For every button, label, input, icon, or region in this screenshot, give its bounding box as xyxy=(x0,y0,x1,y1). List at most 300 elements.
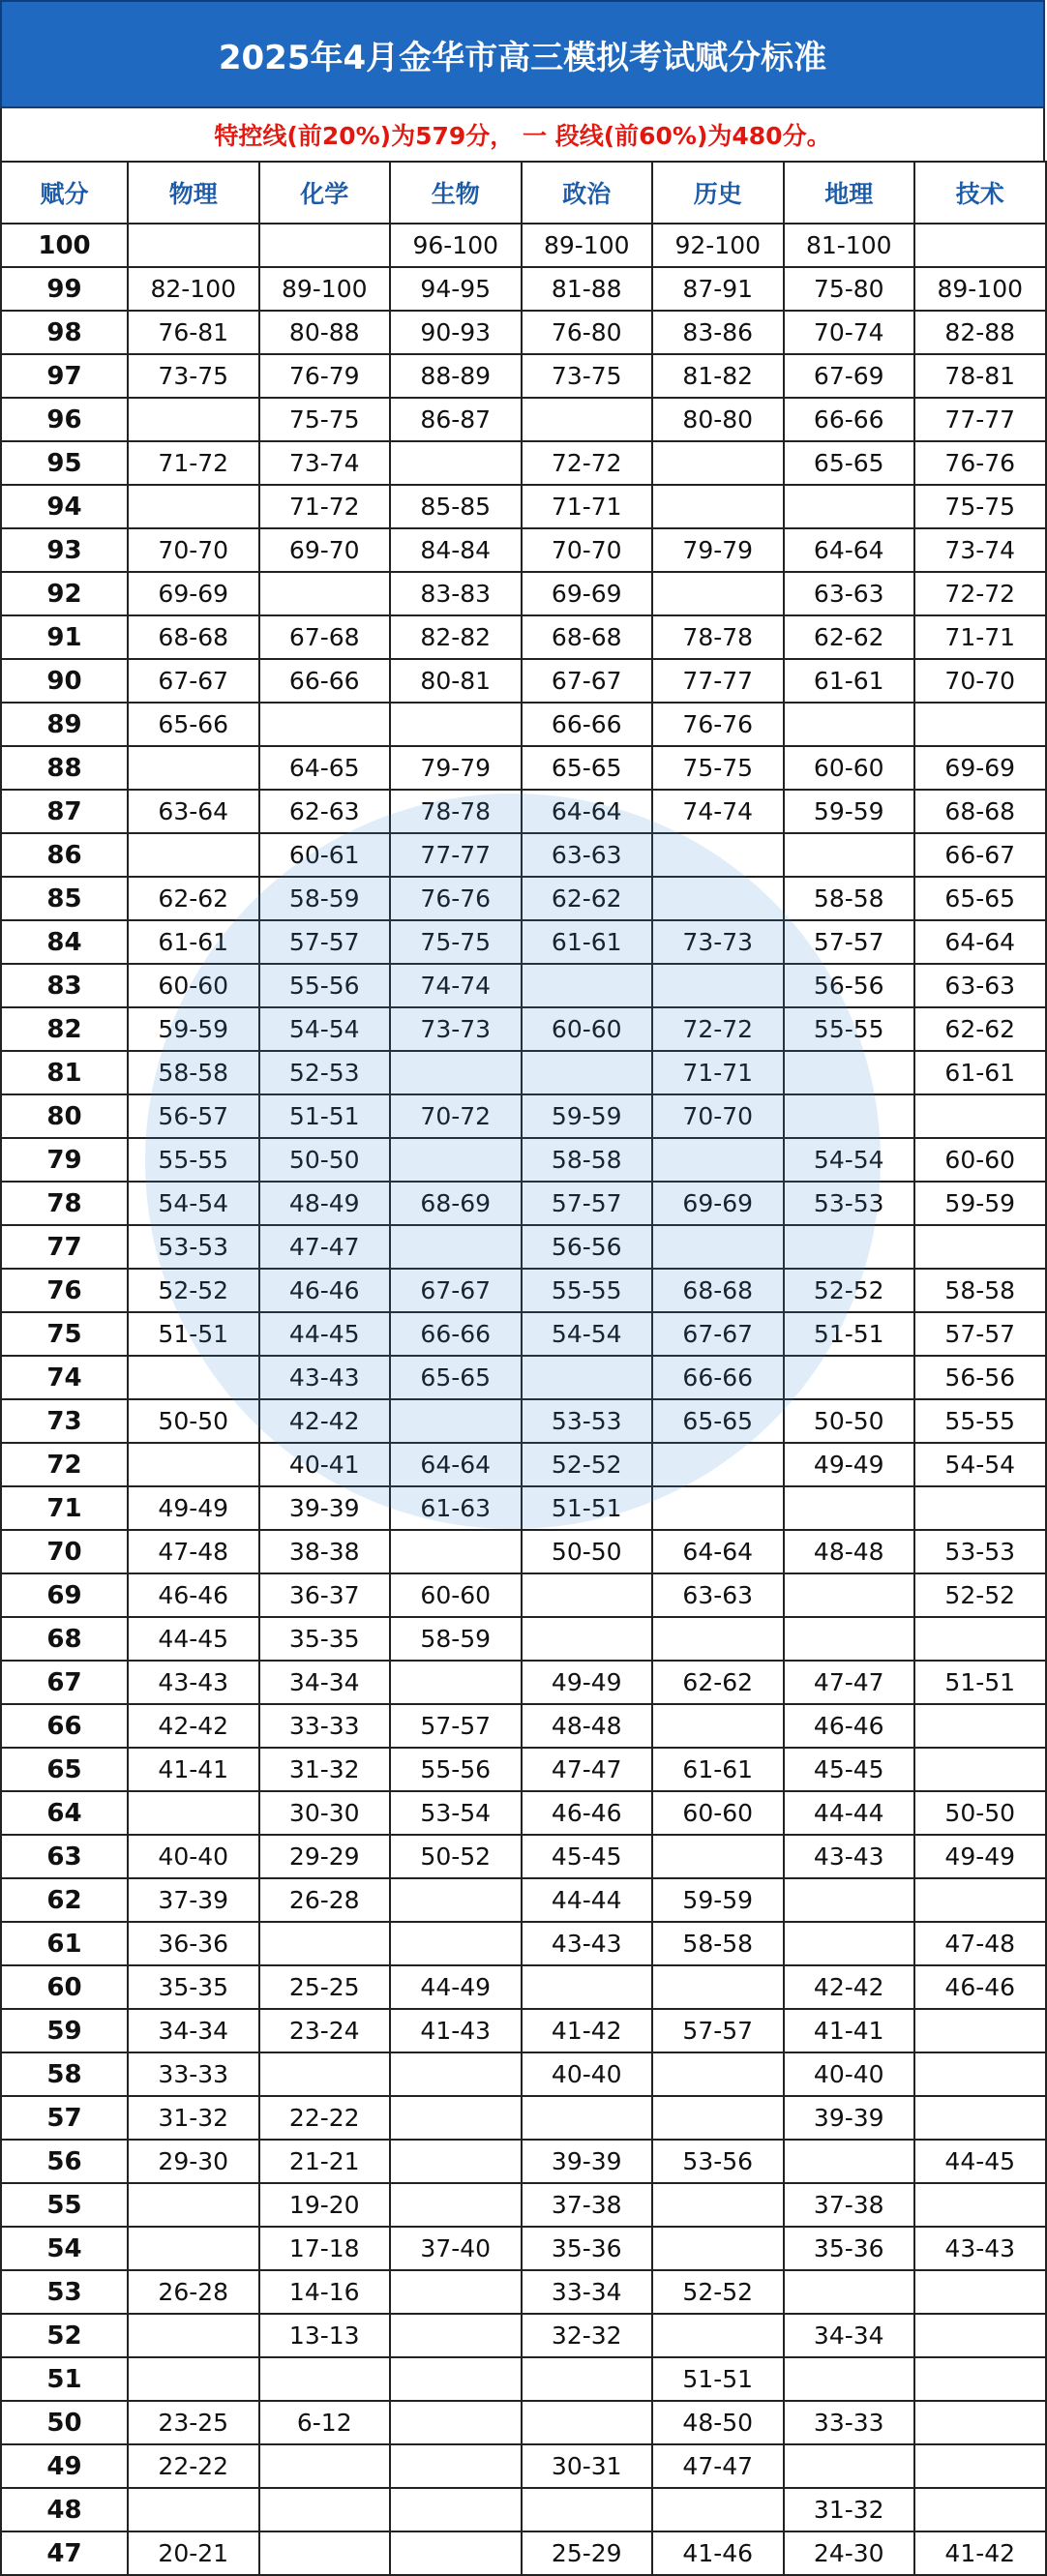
raw-score-range-cell xyxy=(652,485,784,528)
raw-score-range-cell: 57-57 xyxy=(652,2009,784,2052)
raw-score-range-cell: 54-54 xyxy=(128,1182,259,1225)
raw-score-range-cell xyxy=(259,703,391,746)
raw-score-range-cell: 78-78 xyxy=(390,790,522,833)
raw-score-range-cell xyxy=(259,224,391,267)
assigned-score-cell: 56 xyxy=(1,2140,128,2183)
assigned-score-cell: 80 xyxy=(1,1094,128,1138)
raw-score-range-cell: 63-63 xyxy=(652,1573,784,1617)
raw-score-range-cell xyxy=(784,485,915,528)
raw-score-range-cell xyxy=(390,2183,522,2227)
raw-score-range-cell: 65-66 xyxy=(128,703,259,746)
assigned-score-cell: 79 xyxy=(1,1138,128,1182)
raw-score-range-cell: 82-100 xyxy=(128,267,259,311)
raw-score-range-cell: 55-55 xyxy=(914,1399,1046,1443)
raw-score-range-cell: 41-42 xyxy=(914,2531,1046,2575)
raw-score-range-cell: 73-74 xyxy=(259,441,391,485)
assigned-score-cell: 83 xyxy=(1,964,128,1007)
raw-score-range-cell: 40-41 xyxy=(259,1443,391,1486)
raw-score-range-cell: 59-59 xyxy=(652,1878,784,1922)
raw-score-range-cell xyxy=(522,2357,653,2401)
raw-score-range-cell: 68-68 xyxy=(128,615,259,659)
table-row xyxy=(1,2444,1046,2488)
raw-score-range-cell xyxy=(522,1617,653,1661)
raw-score-range-cell xyxy=(914,2401,1046,2444)
raw-score-range-cell xyxy=(914,2488,1046,2531)
raw-score-range-cell: 87-91 xyxy=(652,267,784,311)
raw-score-range-cell: 46-46 xyxy=(259,1269,391,1312)
raw-score-range-cell: 69-69 xyxy=(128,572,259,615)
raw-score-range-cell: 60-60 xyxy=(914,1138,1046,1182)
table-row xyxy=(1,1835,1046,1878)
raw-score-range-cell: 77-77 xyxy=(652,659,784,703)
assigned-score-cell: 86 xyxy=(1,833,128,877)
raw-score-range-cell: 48-49 xyxy=(259,1182,391,1225)
raw-score-range-cell: 34-34 xyxy=(259,1661,391,1704)
raw-score-range-cell: 22-22 xyxy=(128,2444,259,2488)
raw-score-range-cell xyxy=(522,2488,653,2531)
raw-score-range-cell: 33-33 xyxy=(128,2052,259,2096)
raw-score-range-cell xyxy=(784,2444,915,2488)
raw-score-range-cell: 14-16 xyxy=(259,2270,391,2314)
raw-score-range-cell xyxy=(652,2314,784,2357)
raw-score-range-cell: 74-74 xyxy=(390,964,522,1007)
raw-score-range-cell: 71-71 xyxy=(522,485,653,528)
raw-score-range-cell xyxy=(259,2488,391,2531)
assigned-score-cell: 70 xyxy=(1,1530,128,1573)
raw-score-range-cell: 86-87 xyxy=(390,398,522,441)
raw-score-range-cell: 76-76 xyxy=(652,703,784,746)
raw-score-range-cell xyxy=(128,2183,259,2227)
raw-score-range-cell: 82-82 xyxy=(390,615,522,659)
raw-score-range-cell xyxy=(128,1356,259,1399)
raw-score-range-cell: 26-28 xyxy=(259,1878,391,1922)
raw-score-range-cell xyxy=(914,2183,1046,2227)
assigned-score-cell: 57 xyxy=(1,2096,128,2140)
raw-score-range-cell: 64-64 xyxy=(522,790,653,833)
raw-score-range-cell: 71-72 xyxy=(259,485,391,528)
table-row xyxy=(1,2140,1046,2183)
raw-score-range-cell: 62-62 xyxy=(522,877,653,920)
raw-score-range-cell xyxy=(784,1573,915,1617)
raw-score-range-cell: 65-65 xyxy=(784,441,915,485)
raw-score-range-cell: 50-50 xyxy=(784,1399,915,1443)
raw-score-range-cell: 50-50 xyxy=(128,1399,259,1443)
assigned-score-cell: 69 xyxy=(1,1573,128,1617)
raw-score-range-cell xyxy=(390,1138,522,1182)
assigned-score-cell: 96 xyxy=(1,398,128,441)
raw-score-range-cell xyxy=(390,703,522,746)
raw-score-range-cell: 84-84 xyxy=(390,528,522,572)
raw-score-range-cell: 35-35 xyxy=(128,1965,259,2009)
raw-score-range-cell: 85-85 xyxy=(390,485,522,528)
raw-score-range-cell xyxy=(652,572,784,615)
raw-score-range-cell: 57-57 xyxy=(784,920,915,964)
raw-score-range-cell xyxy=(652,877,784,920)
raw-score-range-cell: 48-48 xyxy=(784,1530,915,1573)
table-row xyxy=(1,1486,1046,1530)
table-row xyxy=(1,528,1046,572)
raw-score-range-cell: 71-71 xyxy=(652,1051,784,1094)
raw-score-range-cell: 41-42 xyxy=(522,2009,653,2052)
raw-score-range-cell xyxy=(652,2488,784,2531)
raw-score-range-cell: 52-52 xyxy=(652,2270,784,2314)
raw-score-range-cell: 71-71 xyxy=(914,615,1046,659)
table-row xyxy=(1,1269,1046,1312)
raw-score-range-cell: 54-54 xyxy=(784,1138,915,1182)
raw-score-range-cell xyxy=(128,2488,259,2531)
raw-score-range-cell: 40-40 xyxy=(128,1835,259,1878)
raw-score-range-cell xyxy=(522,1965,653,2009)
raw-score-range-cell: 55-55 xyxy=(128,1138,259,1182)
assigned-score-cell: 98 xyxy=(1,311,128,354)
assigned-score-cell: 58 xyxy=(1,2052,128,2096)
raw-score-range-cell: 55-56 xyxy=(390,1748,522,1791)
raw-score-range-cell: 77-77 xyxy=(390,833,522,877)
raw-score-range-cell: 53-53 xyxy=(784,1182,915,1225)
raw-score-range-cell xyxy=(914,2444,1046,2488)
table-row xyxy=(1,1748,1046,1791)
raw-score-range-cell: 68-68 xyxy=(522,615,653,659)
raw-score-range-cell xyxy=(652,964,784,1007)
raw-score-range-cell: 61-63 xyxy=(390,1486,522,1530)
raw-score-range-cell: 72-72 xyxy=(914,572,1046,615)
raw-score-range-cell: 67-67 xyxy=(652,1312,784,1356)
raw-score-range-cell xyxy=(784,1094,915,1138)
raw-score-range-cell: 62-62 xyxy=(128,877,259,920)
raw-score-range-cell: 75-75 xyxy=(652,746,784,790)
raw-score-range-cell: 33-33 xyxy=(784,2401,915,2444)
raw-score-range-cell: 90-93 xyxy=(390,311,522,354)
raw-score-range-cell xyxy=(652,2096,784,2140)
raw-score-range-cell: 66-66 xyxy=(259,659,391,703)
raw-score-range-cell: 43-43 xyxy=(522,1922,653,1965)
table-row xyxy=(1,2009,1046,2052)
raw-score-range-cell: 37-39 xyxy=(128,1878,259,1922)
raw-score-range-cell: 64-65 xyxy=(259,746,391,790)
raw-score-range-cell: 70-70 xyxy=(128,528,259,572)
raw-score-range-cell: 58-58 xyxy=(128,1051,259,1094)
raw-score-range-cell: 68-68 xyxy=(914,790,1046,833)
raw-score-range-cell: 41-41 xyxy=(784,2009,915,2052)
assigned-score-cell: 75 xyxy=(1,1312,128,1356)
assigned-score-cell: 88 xyxy=(1,746,128,790)
raw-score-range-cell: 53-53 xyxy=(522,1399,653,1443)
raw-score-range-cell: 60-61 xyxy=(259,833,391,877)
raw-score-range-cell: 37-40 xyxy=(390,2227,522,2270)
raw-score-range-cell xyxy=(259,2357,391,2401)
raw-score-range-cell xyxy=(652,2052,784,2096)
assigned-score-cell: 61 xyxy=(1,1922,128,1965)
raw-score-range-cell: 44-45 xyxy=(128,1617,259,1661)
raw-score-range-cell: 62-63 xyxy=(259,790,391,833)
raw-score-range-cell: 58-59 xyxy=(259,877,391,920)
raw-score-range-cell: 30-30 xyxy=(259,1791,391,1835)
table-row xyxy=(1,1791,1046,1835)
table-row xyxy=(1,1617,1046,1661)
raw-score-range-cell: 89-100 xyxy=(259,267,391,311)
raw-score-range-cell: 51-51 xyxy=(128,1312,259,1356)
raw-score-range-cell: 54-54 xyxy=(522,1312,653,1356)
raw-score-range-cell: 47-48 xyxy=(914,1922,1046,1965)
raw-score-range-cell: 83-83 xyxy=(390,572,522,615)
raw-score-range-cell: 73-75 xyxy=(128,354,259,398)
raw-score-range-cell: 47-47 xyxy=(652,2444,784,2488)
raw-score-range-cell xyxy=(784,1922,915,1965)
raw-score-range-cell: 33-34 xyxy=(522,2270,653,2314)
raw-score-range-cell: 75-80 xyxy=(784,267,915,311)
raw-score-range-cell: 88-89 xyxy=(390,354,522,398)
column-header: 赋分 xyxy=(1,162,128,224)
raw-score-range-cell: 67-68 xyxy=(259,615,391,659)
raw-score-range-cell xyxy=(784,1617,915,1661)
raw-score-range-cell: 39-39 xyxy=(784,2096,915,2140)
table-row xyxy=(1,703,1046,746)
raw-score-range-cell xyxy=(784,833,915,877)
raw-score-range-cell: 61-61 xyxy=(128,920,259,964)
assigned-score-cell: 76 xyxy=(1,1269,128,1312)
raw-score-range-cell: 78-81 xyxy=(914,354,1046,398)
assigned-score-cell: 48 xyxy=(1,2488,128,2531)
assigned-score-cell: 81 xyxy=(1,1051,128,1094)
raw-score-range-cell xyxy=(390,1399,522,1443)
raw-score-range-cell: 80-80 xyxy=(652,398,784,441)
table-row xyxy=(1,746,1046,790)
raw-score-range-cell xyxy=(784,2270,915,2314)
table-row xyxy=(1,1094,1046,1138)
raw-score-range-cell xyxy=(652,1138,784,1182)
raw-score-range-cell: 43-43 xyxy=(128,1661,259,1704)
raw-score-range-cell xyxy=(784,1051,915,1094)
column-header: 地理 xyxy=(784,162,915,224)
raw-score-range-cell: 80-88 xyxy=(259,311,391,354)
raw-score-range-cell: 62-62 xyxy=(784,615,915,659)
raw-score-range-cell: 21-21 xyxy=(259,2140,391,2183)
raw-score-range-cell: 63-63 xyxy=(522,833,653,877)
column-header: 技术 xyxy=(914,162,1046,224)
raw-score-range-cell xyxy=(914,703,1046,746)
raw-score-range-cell: 66-66 xyxy=(652,1356,784,1399)
raw-score-range-cell: 61-61 xyxy=(522,920,653,964)
raw-score-range-cell: 81-88 xyxy=(522,267,653,311)
raw-score-range-cell xyxy=(914,2270,1046,2314)
table-row xyxy=(1,398,1046,441)
assigned-score-cell: 84 xyxy=(1,920,128,964)
table-row xyxy=(1,1007,1046,1051)
column-header: 政治 xyxy=(522,162,653,224)
raw-score-range-cell: 59-59 xyxy=(128,1007,259,1051)
raw-score-range-cell: 57-57 xyxy=(390,1704,522,1748)
raw-score-range-cell: 71-72 xyxy=(128,441,259,485)
raw-score-range-cell: 53-56 xyxy=(652,2140,784,2183)
raw-score-range-cell xyxy=(259,1922,391,1965)
table-row xyxy=(1,2488,1046,2531)
raw-score-range-cell: 79-79 xyxy=(390,746,522,790)
raw-score-range-cell xyxy=(259,572,391,615)
raw-score-range-cell: 66-66 xyxy=(522,703,653,746)
raw-score-range-cell: 66-67 xyxy=(914,833,1046,877)
raw-score-range-cell xyxy=(390,2052,522,2096)
raw-score-range-cell xyxy=(522,2401,653,2444)
raw-score-range-cell: 24-30 xyxy=(784,2531,915,2575)
raw-score-range-cell: 79-79 xyxy=(652,528,784,572)
raw-score-range-cell xyxy=(784,1878,915,1922)
raw-score-range-cell xyxy=(652,1486,784,1530)
raw-score-range-cell xyxy=(784,1225,915,1269)
raw-score-range-cell: 68-68 xyxy=(652,1269,784,1312)
raw-score-range-cell: 29-30 xyxy=(128,2140,259,2183)
raw-score-range-cell: 64-64 xyxy=(784,528,915,572)
raw-score-range-cell: 46-46 xyxy=(784,1704,915,1748)
raw-score-range-cell: 46-46 xyxy=(914,1965,1046,2009)
assigned-score-cell: 73 xyxy=(1,1399,128,1443)
raw-score-range-cell: 76-80 xyxy=(522,311,653,354)
raw-score-range-cell: 67-67 xyxy=(390,1269,522,1312)
assigned-score-cell: 51 xyxy=(1,2357,128,2401)
raw-score-range-cell: 56-56 xyxy=(914,1356,1046,1399)
raw-score-range-cell: 81-100 xyxy=(784,224,915,267)
raw-score-range-cell: 65-65 xyxy=(390,1356,522,1399)
raw-score-range-cell xyxy=(128,485,259,528)
assigned-score-cell: 77 xyxy=(1,1225,128,1269)
raw-score-range-cell: 57-57 xyxy=(522,1182,653,1225)
table-row xyxy=(1,1965,1046,2009)
raw-score-range-cell: 58-58 xyxy=(522,1138,653,1182)
raw-score-range-cell xyxy=(390,2531,522,2575)
assigned-score-cell: 60 xyxy=(1,1965,128,2009)
raw-score-range-cell: 60-60 xyxy=(784,746,915,790)
raw-score-range-cell xyxy=(652,2227,784,2270)
raw-score-range-cell xyxy=(390,1225,522,1269)
raw-score-range-cell: 96-100 xyxy=(390,224,522,267)
assigned-score-cell: 89 xyxy=(1,703,128,746)
table-row xyxy=(1,2270,1046,2314)
raw-score-range-cell xyxy=(128,1443,259,1486)
raw-score-range-cell xyxy=(390,2096,522,2140)
assigned-score-cell: 66 xyxy=(1,1704,128,1748)
raw-score-range-cell: 63-63 xyxy=(914,964,1046,1007)
raw-score-range-cell xyxy=(914,1878,1046,1922)
raw-score-range-cell xyxy=(784,2357,915,2401)
raw-score-range-cell: 59-59 xyxy=(522,1094,653,1138)
raw-score-range-cell: 51-51 xyxy=(259,1094,391,1138)
raw-score-range-cell: 56-57 xyxy=(128,1094,259,1138)
raw-score-range-cell: 47-47 xyxy=(784,1661,915,1704)
raw-score-range-cell: 69-69 xyxy=(652,1182,784,1225)
raw-score-range-cell: 44-45 xyxy=(259,1312,391,1356)
table-row xyxy=(1,354,1046,398)
table-row xyxy=(1,1182,1046,1225)
raw-score-range-cell: 69-69 xyxy=(914,746,1046,790)
raw-score-range-cell: 41-41 xyxy=(128,1748,259,1791)
raw-score-range-cell: 36-37 xyxy=(259,1573,391,1617)
raw-score-range-cell: 49-49 xyxy=(128,1486,259,1530)
raw-score-range-cell: 44-44 xyxy=(522,1878,653,1922)
assigned-score-cell: 93 xyxy=(1,528,128,572)
raw-score-range-cell xyxy=(652,833,784,877)
raw-score-range-cell xyxy=(390,2401,522,2444)
raw-score-range-cell: 29-29 xyxy=(259,1835,391,1878)
raw-score-range-cell xyxy=(390,441,522,485)
raw-score-range-cell: 26-28 xyxy=(128,2270,259,2314)
raw-score-range-cell: 38-38 xyxy=(259,1530,391,1573)
raw-score-range-cell: 73-73 xyxy=(652,920,784,964)
raw-score-range-cell: 41-43 xyxy=(390,2009,522,2052)
raw-score-range-cell: 61-61 xyxy=(784,659,915,703)
assigned-score-cell: 64 xyxy=(1,1791,128,1835)
raw-score-range-cell: 76-76 xyxy=(914,441,1046,485)
raw-score-range-cell: 13-13 xyxy=(259,2314,391,2357)
assigned-score-cell: 67 xyxy=(1,1661,128,1704)
raw-score-range-cell: 44-44 xyxy=(784,1791,915,1835)
raw-score-range-cell xyxy=(914,2009,1046,2052)
assigned-score-cell: 71 xyxy=(1,1486,128,1530)
raw-score-range-cell xyxy=(128,833,259,877)
raw-score-range-cell: 72-72 xyxy=(522,441,653,485)
raw-score-range-cell xyxy=(652,1835,784,1878)
raw-score-range-cell: 50-52 xyxy=(390,1835,522,1878)
raw-score-range-cell xyxy=(128,398,259,441)
raw-score-range-cell: 41-46 xyxy=(652,2531,784,2575)
table-row xyxy=(1,920,1046,964)
raw-score-range-cell: 58-58 xyxy=(914,1269,1046,1312)
raw-score-range-cell: 35-35 xyxy=(259,1617,391,1661)
raw-score-range-cell: 73-75 xyxy=(522,354,653,398)
raw-score-range-cell: 70-70 xyxy=(914,659,1046,703)
raw-score-range-cell xyxy=(652,1965,784,2009)
assigned-score-cell: 85 xyxy=(1,877,128,920)
table-row xyxy=(1,877,1046,920)
raw-score-range-cell: 64-64 xyxy=(914,920,1046,964)
table-row xyxy=(1,790,1046,833)
raw-score-range-cell: 68-69 xyxy=(390,1182,522,1225)
raw-score-range-cell xyxy=(128,224,259,267)
raw-score-range-cell: 32-32 xyxy=(522,2314,653,2357)
assigned-score-cell: 47 xyxy=(1,2531,128,2575)
page-title: 2025年4月金华市高三模拟考试赋分标准 xyxy=(0,0,1045,108)
raw-score-range-cell: 65-65 xyxy=(914,877,1046,920)
raw-score-range-cell: 75-75 xyxy=(259,398,391,441)
raw-score-range-cell: 52-53 xyxy=(259,1051,391,1094)
assigned-score-cell: 92 xyxy=(1,572,128,615)
table-row xyxy=(1,224,1046,267)
raw-score-range-cell xyxy=(914,1704,1046,1748)
raw-score-range-cell: 31-32 xyxy=(784,2488,915,2531)
raw-score-range-cell: 74-74 xyxy=(652,790,784,833)
raw-score-range-cell: 42-42 xyxy=(259,1399,391,1443)
raw-score-range-cell xyxy=(522,964,653,1007)
raw-score-range-cell xyxy=(128,746,259,790)
table-row xyxy=(1,2227,1046,2270)
raw-score-range-cell xyxy=(652,1225,784,1269)
raw-score-range-cell xyxy=(390,2314,522,2357)
raw-score-range-cell xyxy=(259,2052,391,2096)
raw-score-range-cell: 44-45 xyxy=(914,2140,1046,2183)
header-row xyxy=(1,162,1046,224)
assigned-score-cell: 59 xyxy=(1,2009,128,2052)
raw-score-range-cell: 37-38 xyxy=(522,2183,653,2227)
raw-score-range-cell: 31-32 xyxy=(128,2096,259,2140)
raw-score-range-cell: 50-50 xyxy=(914,1791,1046,1835)
raw-score-range-cell: 44-49 xyxy=(390,1965,522,2009)
table-row xyxy=(1,1312,1046,1356)
raw-score-range-cell: 43-43 xyxy=(784,1835,915,1878)
raw-score-range-cell: 60-60 xyxy=(390,1573,522,1617)
raw-score-range-cell: 73-73 xyxy=(390,1007,522,1051)
assigned-score-cell: 53 xyxy=(1,2270,128,2314)
raw-score-range-cell: 20-21 xyxy=(128,2531,259,2575)
table-row xyxy=(1,1443,1046,1486)
cutoff-line-note: 特控线(前20%)为579分， 一 段线(前60%)为480分。 xyxy=(0,108,1045,161)
